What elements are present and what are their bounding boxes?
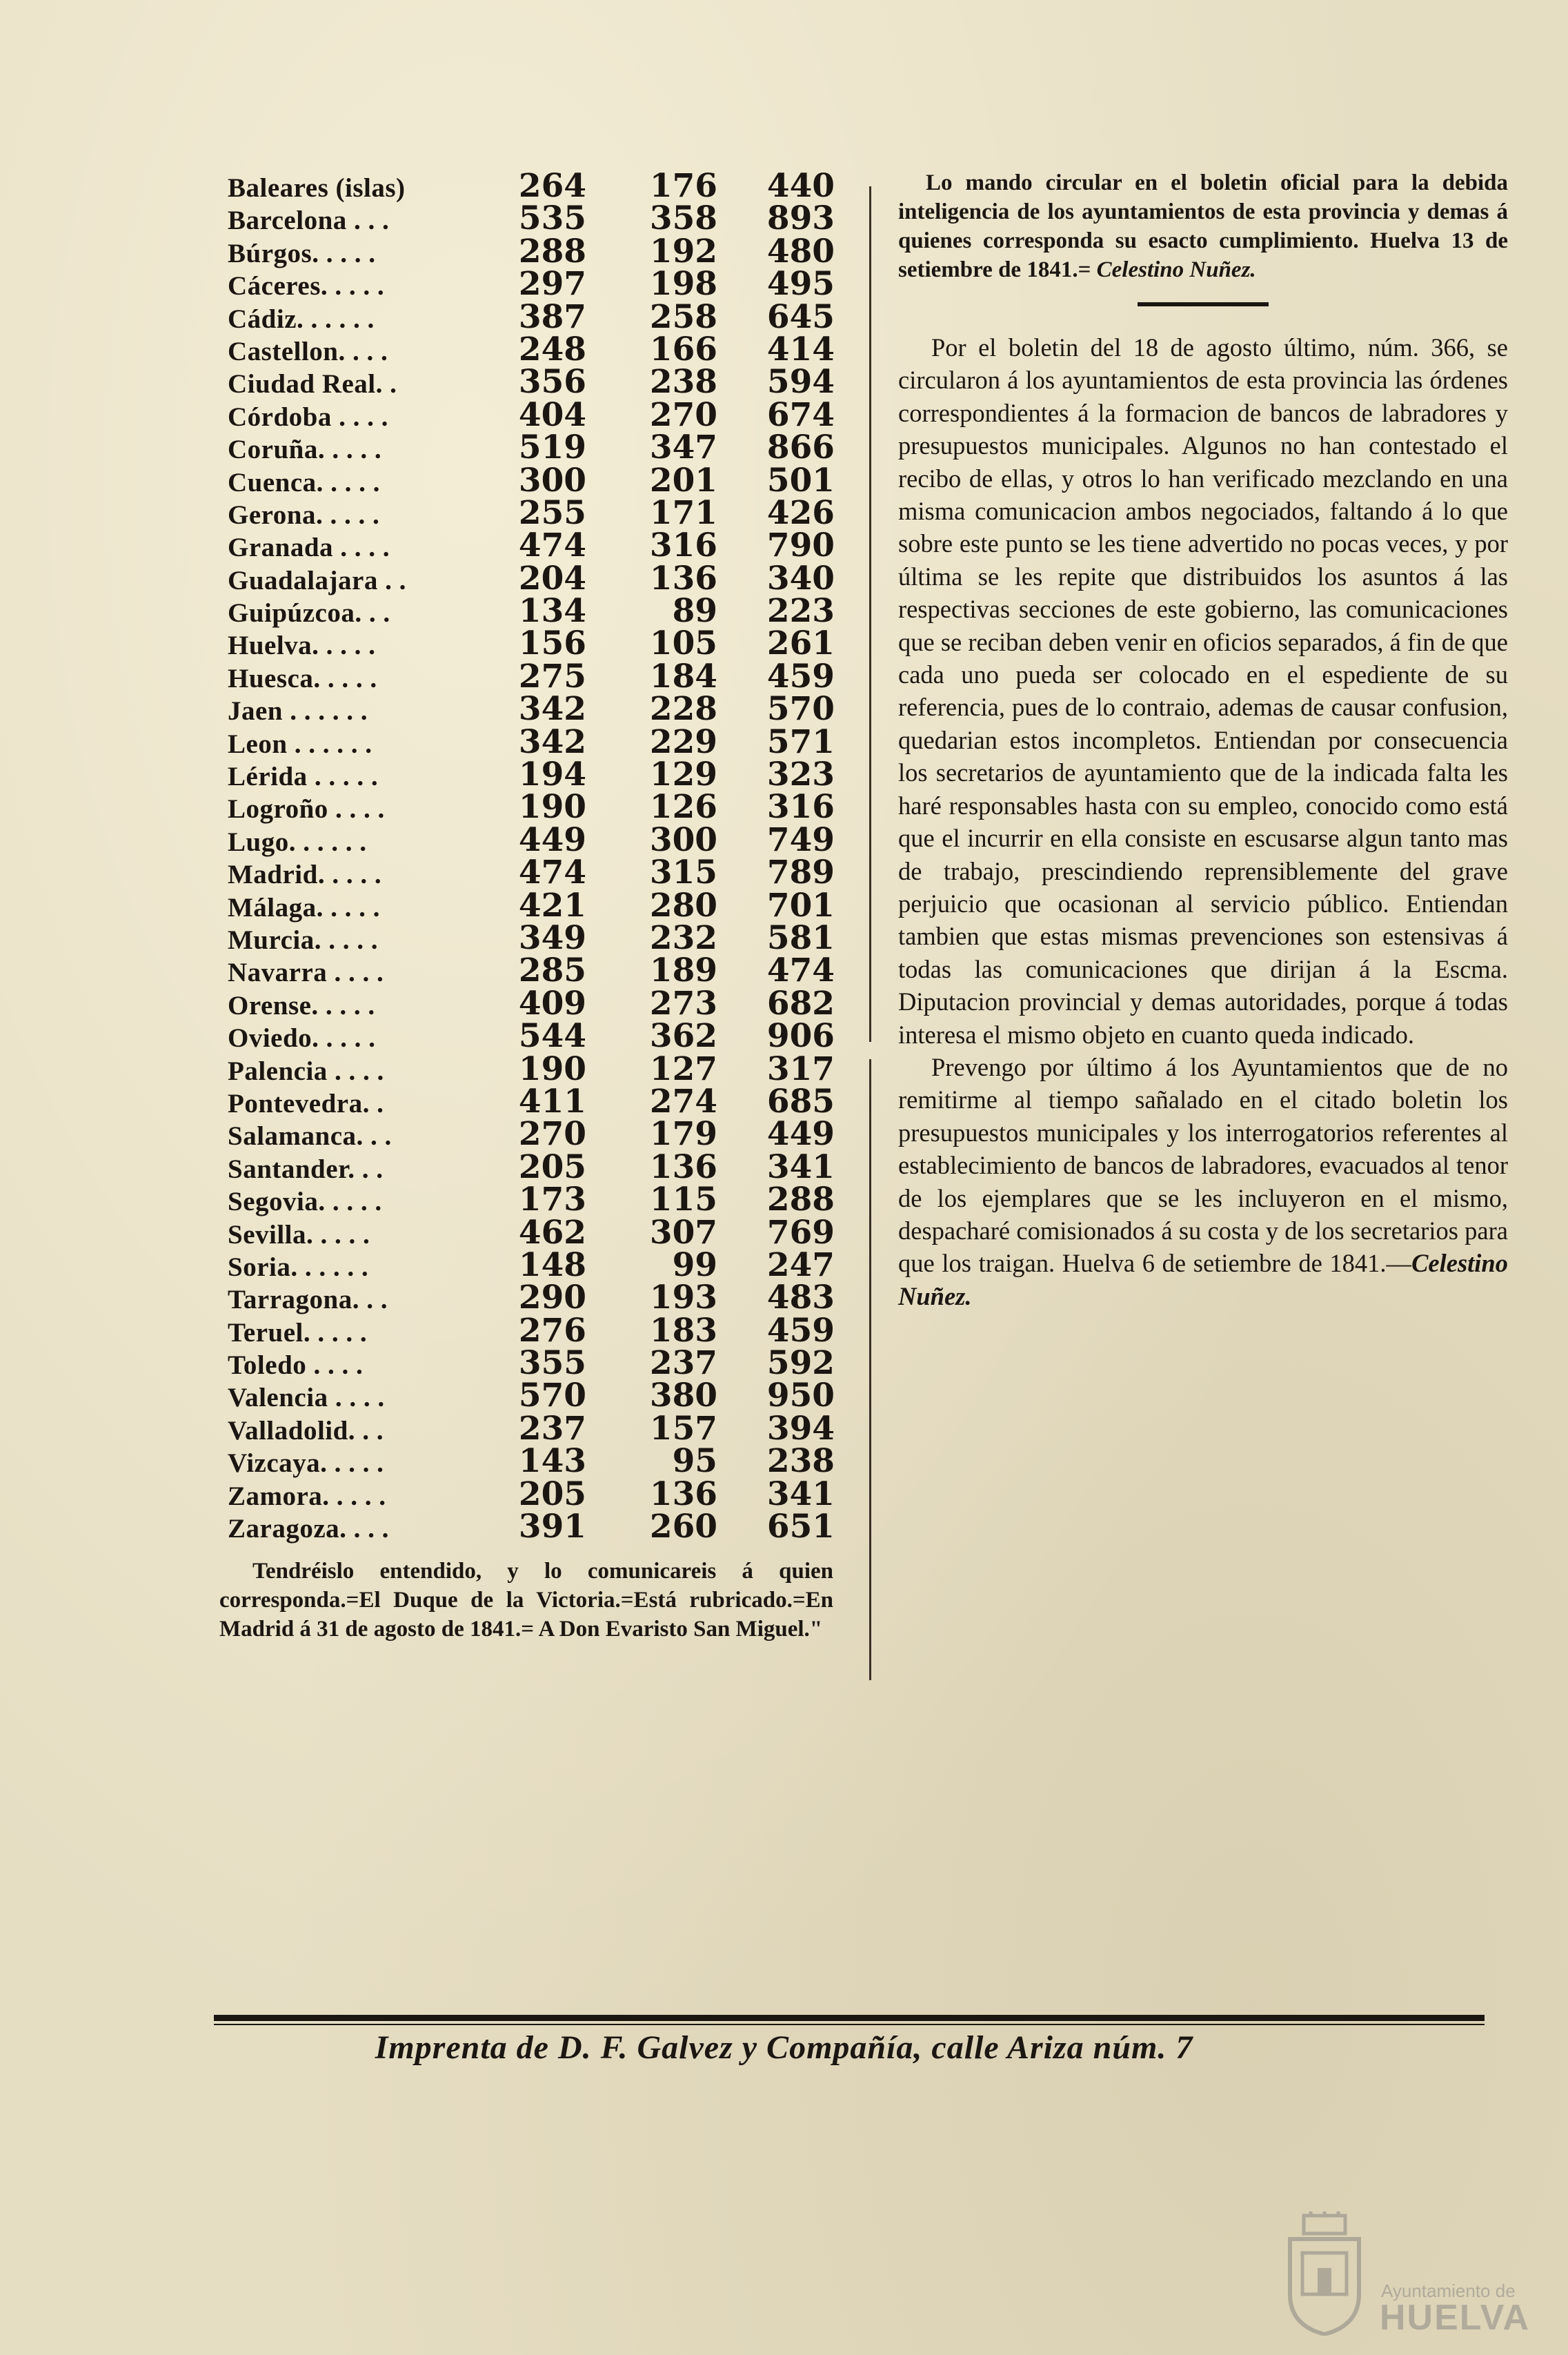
count-cell: 462 <box>518 1213 586 1252</box>
count-cell: 190 <box>518 788 586 827</box>
ayuntamiento-watermark <box>1283 2211 1559 2349</box>
province-name: Navarra . . . . <box>228 958 384 988</box>
table-row <box>228 232 835 270</box>
count-cell: 194 <box>518 756 586 794</box>
table-row <box>228 722 835 761</box>
province-name: Guadalajara . . <box>228 565 406 595</box>
count-cell: 449 <box>518 820 586 859</box>
table-row <box>228 1344 835 1383</box>
table-row <box>228 1050 835 1088</box>
total-cell: 789 <box>766 854 835 892</box>
province-name: Valencia . . . . <box>228 1383 385 1413</box>
table-row <box>228 690 835 729</box>
total-cell: 394 <box>766 1409 835 1448</box>
total-cell: 701 <box>766 886 835 925</box>
count-cell: 275 <box>518 657 586 696</box>
count-cell: 99 <box>672 1245 717 1284</box>
count-cell: 192 <box>649 232 717 270</box>
total-cell: 247 <box>766 1245 835 1284</box>
province-name: Oviedo. . . . . <box>228 1023 376 1054</box>
count-cell: 201 <box>649 461 717 500</box>
count-cell: 95 <box>672 1442 717 1481</box>
count-cell: 270 <box>518 1115 586 1154</box>
province-name: Segovia. . . . . <box>228 1187 382 1217</box>
table-row <box>228 624 835 663</box>
count-cell: 237 <box>649 1344 717 1383</box>
table-row <box>228 526 835 565</box>
table-row <box>228 265 835 304</box>
count-cell: 264 <box>518 167 586 205</box>
count-cell: 409 <box>518 984 586 1023</box>
province-name: Gerona. . . . . <box>228 500 380 530</box>
count-cell: 238 <box>649 363 717 402</box>
count-cell: 404 <box>518 395 586 434</box>
table-row <box>228 592 835 631</box>
province-name: Córdoba . . . . <box>228 402 388 432</box>
total-cell: 571 <box>766 722 835 761</box>
total-cell: 238 <box>766 1442 835 1481</box>
province-name: Zaragoza. . . . <box>228 1514 389 1544</box>
province-name: Toledo . . . . <box>228 1350 364 1381</box>
count-cell: 143 <box>518 1442 586 1481</box>
count-cell: 229 <box>649 722 717 761</box>
province-name: Barcelona . . . <box>228 206 390 236</box>
count-cell: 519 <box>518 428 586 467</box>
total-cell: 685 <box>766 1082 835 1121</box>
total-cell: 866 <box>766 428 835 467</box>
province-name: Granada . . . . <box>228 533 390 563</box>
right-column <box>898 168 1508 1312</box>
count-cell: 204 <box>518 559 586 598</box>
warning-paragraph: Prevengo por último á los Ayuntamientos que de no remitirme al tiempo sañalado en el citado boletin los presupuestos municipales y los interrogatorios referentes al establecimiento de bancos de labradores, evacuados al tenor de los ejemplares que se les incluyeron en el mismo, despacharé comisionados á su costa y de los secretarios para que los traigan. Huelva 6 de setiembre de 1841.—Celestino Nuñez. <box>898 1052 1508 1310</box>
province-name: Cuenca. . . . . <box>228 467 380 497</box>
city-shield-icon <box>1283 2211 1366 2336</box>
count-cell: 391 <box>518 1508 586 1546</box>
total-cell: 682 <box>766 984 835 1023</box>
province-name: Murcia. . . . . <box>228 925 379 955</box>
royal-order-closing: Tendréislo entendido, y lo comunicareis á quien corresponda.=El Duque de la Victoria.=Está rubricado.=En Madrid á 31 de agosto de 1841.= A Don Evaristo San Miguel." <box>219 1559 833 1642</box>
table-row <box>228 1245 835 1284</box>
table-row <box>228 1409 835 1448</box>
count-cell: 544 <box>518 1017 586 1056</box>
column-divider-bottom <box>869 1059 871 1680</box>
count-cell: 198 <box>649 265 717 304</box>
count-cell: 136 <box>649 1475 717 1513</box>
province-name: Castellon. . . . <box>228 336 388 366</box>
province-name: Vizcaya. . . . . <box>228 1448 384 1479</box>
table-row <box>228 428 835 467</box>
count-cell: 179 <box>649 1115 717 1154</box>
total-cell: 483 <box>766 1279 835 1317</box>
count-cell: 307 <box>649 1213 717 1252</box>
total-cell: 570 <box>766 690 835 729</box>
count-cell: 228 <box>649 690 717 729</box>
total-cell: 906 <box>766 1017 835 1056</box>
table-row <box>228 1181 835 1219</box>
total-cell: 651 <box>766 1508 835 1546</box>
count-cell: 570 <box>518 1377 586 1415</box>
table-row <box>228 1115 835 1154</box>
province-name: Salamanca. . . <box>228 1121 392 1152</box>
watermark-line1: Ayuntamiento de <box>1381 2280 1516 2301</box>
count-cell: 421 <box>518 886 586 925</box>
count-cell: 356 <box>518 363 586 402</box>
count-cell: 189 <box>649 952 717 990</box>
table-row <box>228 1082 835 1121</box>
table-row <box>228 493 835 532</box>
count-cell: 248 <box>518 330 586 368</box>
count-cell: 166 <box>649 330 717 368</box>
total-cell: 316 <box>766 788 835 827</box>
table-row <box>228 952 835 990</box>
table-row <box>228 657 835 696</box>
province-name: Palencia . . . . <box>228 1056 384 1086</box>
total-cell: 501 <box>766 461 835 500</box>
total-cell: 341 <box>766 1475 835 1513</box>
count-cell: 349 <box>518 918 586 957</box>
total-cell: 769 <box>766 1213 835 1252</box>
province-name: Jaen . . . . . . <box>228 696 368 727</box>
count-cell: 237 <box>518 1409 586 1448</box>
province-name: Cáceres. . . . . <box>228 271 385 302</box>
count-cell: 148 <box>518 1245 586 1284</box>
total-cell: 495 <box>766 265 835 304</box>
province-name: Málaga. . . . . <box>228 892 380 923</box>
circular-paragraph: Lo mando circular en el boletin oficial para la debida inteligencia de los ayuntamientos de esta provincia y demas á quienes corresponda su esacto cumplimiento. Huelva 13 de setiembre de 1841.= Celestino Nuñez. <box>898 170 1508 282</box>
count-cell: 274 <box>649 1082 717 1121</box>
total-cell: 474 <box>766 952 835 990</box>
table-row <box>228 167 835 205</box>
table-row <box>228 1442 835 1481</box>
province-name: Baleares (islas) <box>228 173 406 203</box>
count-cell: 115 <box>649 1181 717 1219</box>
count-cell: 387 <box>518 297 586 336</box>
table-row <box>228 1279 835 1317</box>
province-name: Lérida . . . . . <box>228 762 379 792</box>
count-cell: 411 <box>518 1082 586 1121</box>
table-row <box>228 1147 835 1186</box>
total-cell: 261 <box>766 624 835 663</box>
table-row <box>228 297 835 336</box>
province-name: Lugo. . . . . . <box>228 827 367 857</box>
count-cell: 297 <box>518 265 586 304</box>
table-row <box>228 1475 835 1513</box>
count-cell: 127 <box>649 1050 717 1088</box>
province-name: Leon . . . . . . <box>228 729 373 759</box>
table-row <box>228 1017 835 1056</box>
count-cell: 288 <box>518 232 586 270</box>
total-cell: 288 <box>766 1181 835 1219</box>
count-cell: 535 <box>518 199 586 238</box>
province-name: Santander. . . <box>228 1154 384 1184</box>
count-cell: 273 <box>649 984 717 1023</box>
printer-imprint: Imprenta de D. F. Galvez y Compañía, calle Ariza núm. 7 <box>375 2029 1193 2066</box>
count-cell: 136 <box>649 559 717 598</box>
table-row <box>228 886 835 925</box>
count-cell: 156 <box>518 624 586 663</box>
count-cell: 190 <box>518 1050 586 1088</box>
table-row <box>228 788 835 827</box>
total-cell: 592 <box>766 1344 835 1383</box>
count-cell: 255 <box>518 493 586 532</box>
province-name: Sevilla. . . . . <box>228 1219 370 1250</box>
count-cell: 285 <box>518 952 586 990</box>
count-cell: 183 <box>649 1311 717 1350</box>
province-name: Tarragona. . . <box>228 1285 388 1315</box>
count-cell: 315 <box>649 854 717 892</box>
table-row <box>228 820 835 859</box>
total-cell: 440 <box>766 167 835 205</box>
province-name: Orense. . . . . <box>228 990 375 1021</box>
total-cell: 459 <box>766 657 835 696</box>
total-cell: 749 <box>766 820 835 859</box>
count-cell: 316 <box>649 526 717 565</box>
count-cell: 276 <box>518 1311 586 1350</box>
province-name: Soria. . . . . . <box>228 1252 369 1282</box>
total-cell: 459 <box>766 1311 835 1350</box>
province-name: Zamora. . . . . <box>228 1481 386 1511</box>
total-cell: 893 <box>766 199 835 238</box>
province-name: Búrgos. . . . . <box>228 238 376 268</box>
total-cell: 414 <box>766 330 835 368</box>
watermark-line2: HUELVA <box>1380 2298 1531 2338</box>
table-row <box>228 1213 835 1252</box>
count-cell: 134 <box>518 592 586 631</box>
signature: Celestino Nuñez. <box>898 1249 1508 1310</box>
total-cell: 581 <box>766 918 835 957</box>
signature: Celestino Nuñez. <box>1096 257 1256 282</box>
table-row <box>228 1508 835 1546</box>
count-cell: 89 <box>672 592 717 631</box>
count-cell: 171 <box>649 493 717 532</box>
count-cell: 474 <box>518 854 586 892</box>
count-cell: 232 <box>649 918 717 957</box>
province-name: Logroño . . . . <box>228 794 385 825</box>
total-cell: 426 <box>766 493 835 532</box>
table-row <box>228 330 835 368</box>
table-row <box>228 199 835 238</box>
table-row <box>228 854 835 892</box>
count-cell: 205 <box>518 1475 586 1513</box>
total-cell: 645 <box>766 297 835 336</box>
count-cell: 280 <box>649 886 717 925</box>
count-cell: 474 <box>518 526 586 565</box>
table-row <box>228 1311 835 1350</box>
total-cell: 480 <box>766 232 835 270</box>
total-cell: 317 <box>766 1050 835 1088</box>
count-cell: 260 <box>649 1508 717 1546</box>
count-cell: 355 <box>518 1344 586 1383</box>
count-cell: 362 <box>649 1017 717 1056</box>
total-cell: 790 <box>766 526 835 565</box>
province-table <box>228 167 835 1546</box>
table-row <box>228 918 835 957</box>
province-name: Coruña. . . . . <box>228 435 382 465</box>
table-row <box>228 984 835 1023</box>
count-cell: 173 <box>518 1181 586 1219</box>
count-cell: 105 <box>649 624 717 663</box>
table-row <box>228 756 835 794</box>
total-cell: 674 <box>766 395 835 434</box>
total-cell: 323 <box>766 756 835 794</box>
table-row <box>228 363 835 402</box>
footer-rule-thin <box>214 2024 1485 2025</box>
total-cell: 223 <box>766 592 835 631</box>
count-cell: 300 <box>649 820 717 859</box>
count-cell: 342 <box>518 690 586 729</box>
count-cell: 126 <box>649 788 717 827</box>
table-row <box>228 1377 835 1415</box>
count-cell: 176 <box>649 167 717 205</box>
count-cell: 136 <box>649 1147 717 1186</box>
table-row <box>228 395 835 434</box>
table-row <box>228 461 835 500</box>
count-cell: 380 <box>649 1377 717 1415</box>
footer-rule <box>214 2015 1485 2021</box>
count-cell: 205 <box>518 1147 586 1186</box>
count-cell: 193 <box>649 1279 717 1317</box>
total-cell: 340 <box>766 559 835 598</box>
province-name: Cádiz. . . . . . <box>228 304 375 334</box>
province-name: Madrid. . . . . <box>228 860 382 890</box>
count-cell: 129 <box>649 756 717 794</box>
count-cell: 300 <box>518 461 586 500</box>
province-name: Huesca. . . . . <box>228 663 377 693</box>
total-cell: 449 <box>766 1115 835 1154</box>
count-cell: 184 <box>649 657 717 696</box>
count-cell: 258 <box>649 297 717 336</box>
notice-paragraph: Por el boletin del 18 de agosto último, núm. 366, se circularon á los ayuntamientos de esta provincia las órdenes correspondientes á la formacion de bancos de labradores y presupuestos municipales. Algunos no han contestado el recibo de ellas, y otros lo han verificado mezclando en una misma comunicacion ambos negociados, faltando á lo que sobre este punto se les tiene advertido no pocas veces, y por última se les repite que distribuidos los asuntos á las respectivas secciones de este gobierno, las comunicaciones que se reciban deben venir en oficios separados, á fin de que cada uno pueda ser colocado en el espediente de su referencia, pues de lo contraio, ademas de causar confusion, quedarian estos incompletos. Entiendan por consecuencia los secretarios de ayuntamiento que de la indicada falta les haré responsables hasta con su empleo, conocido como está que el incurrir en ella consiste en escusarse algun tanto mas de trabajo, prescindiendo reprensiblemente del grave perjuicio que ocasionan al servicio público. Entiendan tambien que estas mismas prevenciones son estensivas á todas las comunicaciones que dirijan á la Escma. Diputacion provincial y demas autoridades, porque á todas interesa el mismo objeto en cuanto queda indicado. <box>898 333 1508 1049</box>
province-name: Guipúzcoa. . . <box>228 598 390 629</box>
province-name: Huelva. . . . . <box>228 631 376 661</box>
count-cell: 342 <box>518 722 586 761</box>
table-row <box>228 559 835 598</box>
total-cell: 950 <box>766 1377 835 1415</box>
total-cell: 594 <box>766 363 835 402</box>
section-divider <box>1138 302 1269 306</box>
province-name: Valladolid. . . <box>228 1415 384 1446</box>
province-name: Pontevedra. . <box>228 1088 384 1119</box>
total-cell: 341 <box>766 1147 835 1186</box>
province-name: Ciudad Real. . <box>228 369 397 400</box>
count-cell: 270 <box>649 395 717 434</box>
count-cell: 157 <box>649 1409 717 1448</box>
province-name: Teruel. . . . . <box>228 1317 368 1348</box>
count-cell: 290 <box>518 1279 586 1317</box>
column-divider-top <box>869 186 871 1042</box>
count-cell: 347 <box>649 428 717 467</box>
count-cell: 358 <box>649 199 717 238</box>
